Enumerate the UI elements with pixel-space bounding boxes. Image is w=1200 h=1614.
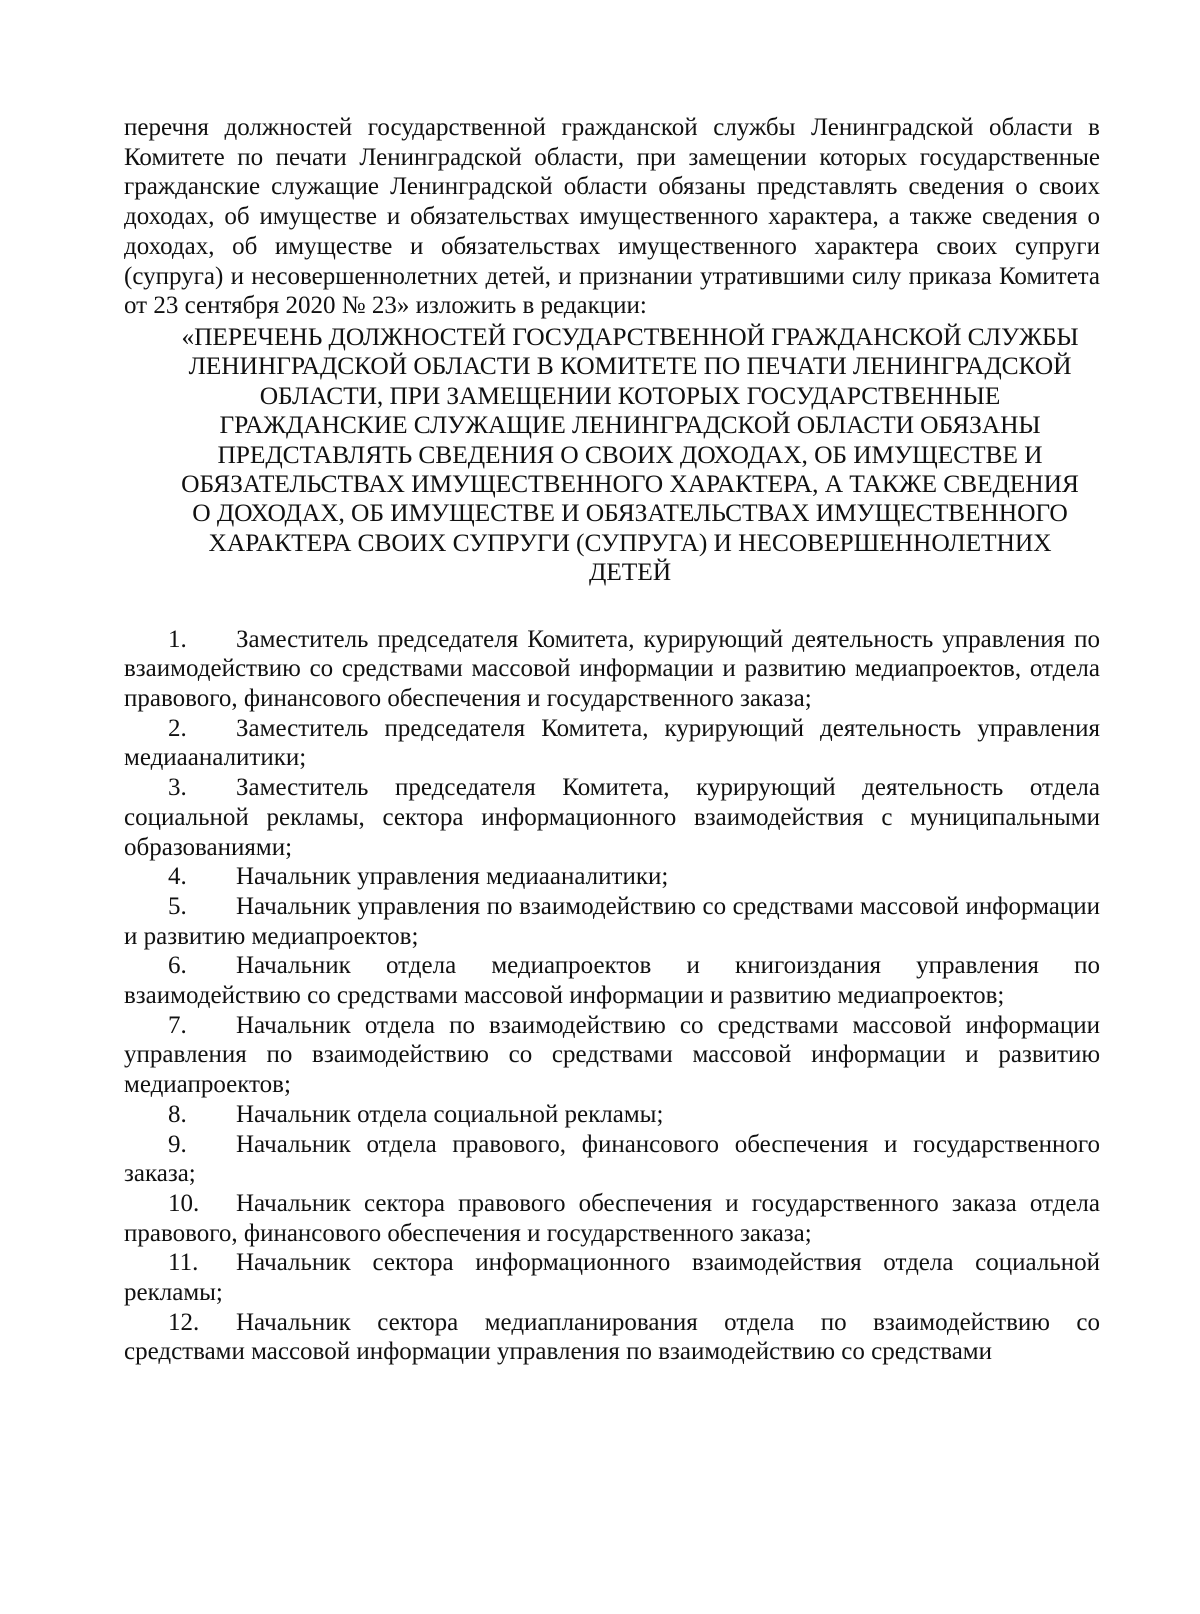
positions-list: [124, 625, 1100, 1368]
item-text: Заместитель председателя Комитета, курирующий деятельность управления по взаимодействию со средствами массовой информации и развитию медиапроектов, отдела правового, финансового обеспечения и государственного заказа;: [124, 625, 1100, 712]
list-item: [124, 625, 1100, 714]
list-item: [124, 1100, 1100, 1130]
item-number: 7.: [168, 1011, 187, 1039]
list-item: [124, 892, 1100, 951]
list-item: [124, 1130, 1100, 1189]
intro-paragraph: перечня должностей государственной гражданской службы Ленинградской области в Комитете по печати Ленинградской области, при замещении которых государственные гражданские служащие Ленинградской области обязаны представлять сведения о своих доходах, об имуществе и обязательствах имущественного характера, а также сведения о доходах, об имуществе и обязательствах имущественного характера своих супруги (супруга) и несовершеннолетних детей, и признании утратившими силу приказа Комитета от 23 сентября 2020 № 23» изложить в редакции:: [124, 114, 1100, 320]
list-item: [124, 862, 1100, 892]
item-text: Начальник сектора медиапланирования отдела по взаимодействию со средствами массовой информации управления по взаимодействию со средствами: [124, 1308, 1100, 1366]
item-text: Начальник сектора правового обеспечения и государственного заказа отдела правового, финансового обеспечения и государственного заказа;: [124, 1189, 1100, 1247]
item-text: Начальник отдела по взаимодействию со средствами массовой информации управления по взаимодействию со средствами массовой информации и развитию медиапроектов;: [124, 1011, 1100, 1099]
item-text: Начальник отдела медиапроектов и книгоиздания управления по взаимодействию со средствами массовой информации и развитию медиапроектов;: [124, 952, 1100, 1010]
list-item: [124, 773, 1100, 862]
item-text: Начальник сектора информационного взаимодействия отдела социальной рекламы;: [124, 1249, 1100, 1307]
document-heading: «ПЕРЕЧЕНЬ ДОЛЖНОСТЕЙ ГОСУДАРСТВЕННОЙ ГРАЖДАНСКОЙ СЛУЖБЫ ЛЕНИНГРАДСКОЙ ОБЛАСТИ В КОМИТЕТЕ ПО ПЕЧАТИ ЛЕНИНГРАДСКОЙ ОБЛАСТИ, ПРИ ЗАМЕЩЕНИИ КОТОРЫХ ГОСУДАРСТВЕННЫЕ ГРАЖДАНСКИЕ СЛУЖАЩИЕ ЛЕНИНГРАДСКОЙ ОБЛАСТИ ОБЯЗАНЫ ПРЕДСТАВЛЯТЬ СВЕДЕНИЯ О СВОИХ ДОХОДАХ, ОБ ИМУЩЕСТВЕ И ОБЯЗАТЕЛЬСТВАХ ИМУЩЕСТВЕННОГО ХАРАКТЕРА, А ТАКЖЕ СВЕДЕНИЯ О ДОХОДАХ, ОБ ИМУЩЕСТВЕ И ОБЯЗАТЕЛЬСТВАХ ИМУЩЕСТВЕННОГО ХАРАКТЕРА СВОИХ СУПРУГИ (СУПРУГА) И НЕСОВЕРШЕННОЛЕТНИХ ДЕТЕЙ: [181, 321, 1079, 587]
item-text: Начальник отдела правового, финансового обеспечения и государственного заказа;: [124, 1130, 1100, 1188]
list-item: [124, 1248, 1100, 1307]
item-text: Заместитель председателя Комитета, курирующий деятельность отдела социальной рекламы, сектора информационного взаимодействия с муниципальными образованиями;: [124, 774, 1100, 861]
item-number: 11.: [168, 1249, 199, 1277]
item-number: 6.: [168, 952, 187, 980]
list-item: [124, 951, 1100, 1010]
item-number: 12.: [168, 1308, 200, 1336]
list-item: [124, 1308, 1100, 1367]
list-item: [124, 1189, 1100, 1248]
item-number: 1.: [168, 625, 187, 653]
item-number: 8.: [168, 1100, 187, 1128]
item-text: Заместитель председателя Комитета, курирующий деятельность управления медиааналитики;: [124, 714, 1100, 772]
item-text: Начальник управления по взаимодействию со средствами массовой информации и развитию медиапроектов;: [124, 892, 1100, 950]
item-number: 2.: [168, 714, 187, 742]
item-text: Начальник управления медиааналитики;: [236, 863, 669, 891]
document-page: [124, 113, 1100, 1367]
item-number: 3.: [168, 774, 187, 802]
item-number: 4.: [168, 863, 187, 891]
list-item: [124, 1011, 1100, 1100]
item-number: 9.: [168, 1130, 187, 1158]
item-text: Начальник отдела социальной рекламы;: [236, 1100, 664, 1128]
item-number: 5.: [168, 892, 187, 920]
list-item: [124, 714, 1100, 773]
item-number: 10.: [168, 1189, 200, 1217]
